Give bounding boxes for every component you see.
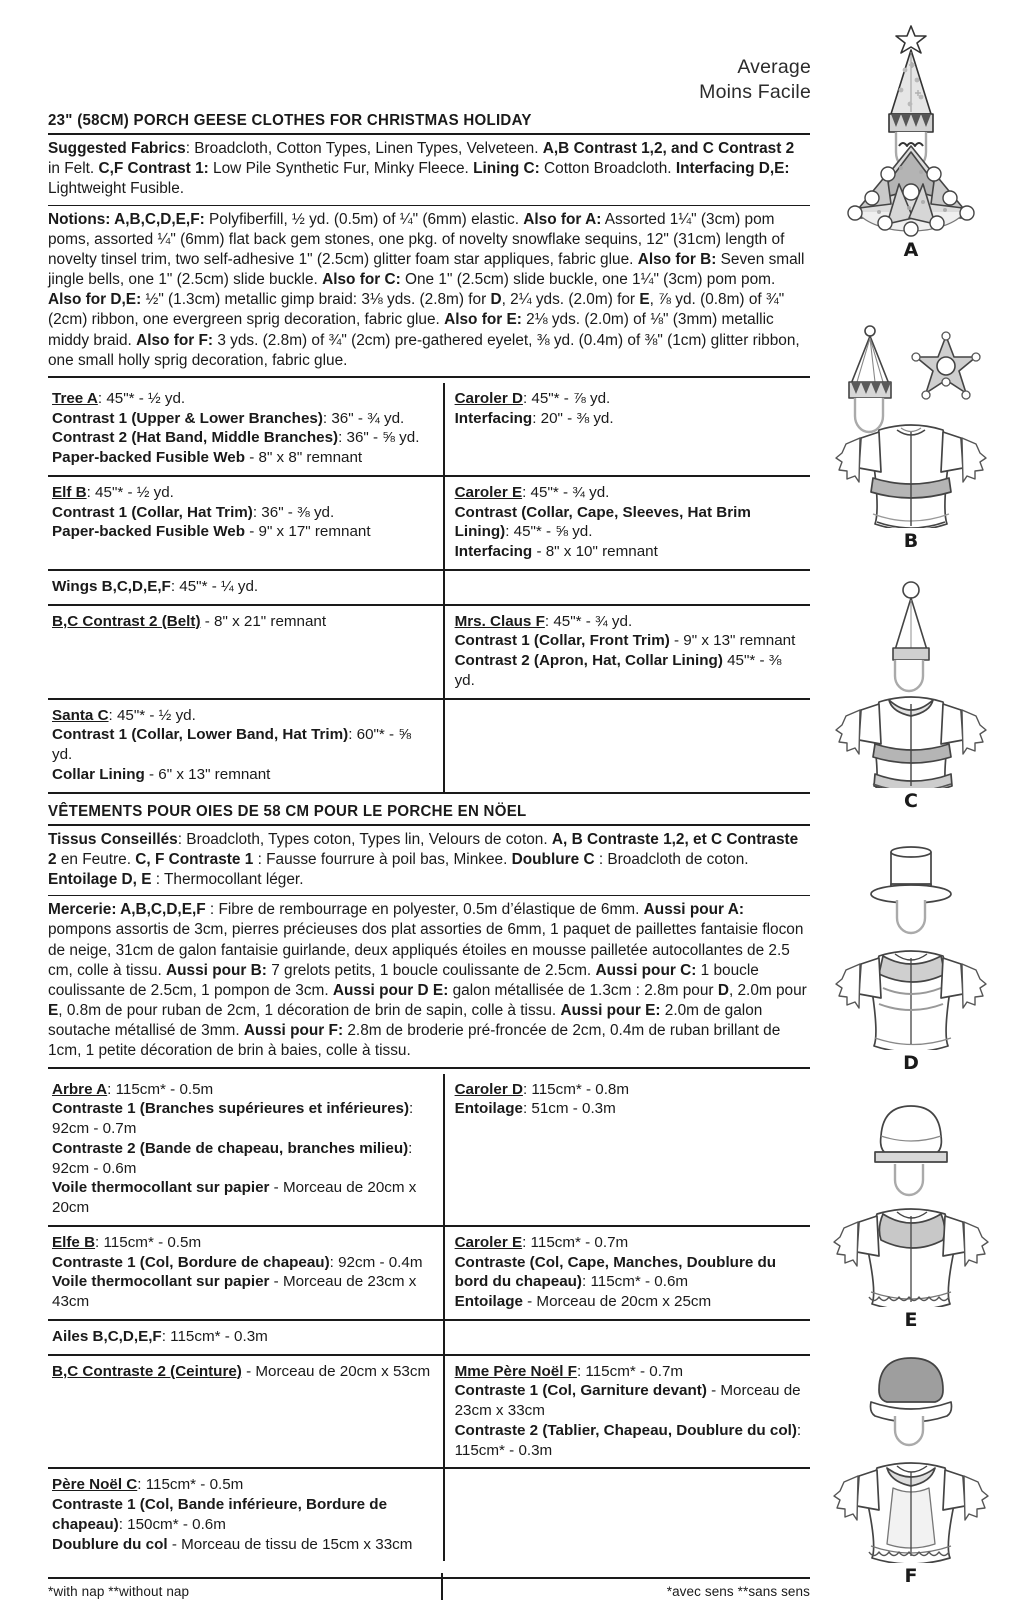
footnote-divider [441,1573,443,1600]
view-b-elf [813,318,1009,552]
view-label-d: D [903,1052,919,1074]
yardage-cell-left: Arbre A: 115cm* - 0.5m Contraste 1 (Branches supérieures et inférieures): 92cm - 0.7m Contraste 2 (Bande de chapeau, branches milieu): 92cm - 0.6m Voile thermocollant sur papier - Morceau de 20cm x 20cm [48,1074,444,1226]
view-f-mrs-claus [813,1348,1009,1587]
difficulty-fr: Moins Facile [699,80,811,103]
yardage-cell-right: Caroler D: 115cm* - 0.8m Entoilage: 51cm - 0.3m [454,1080,630,1118]
yardage-cell-left: B,C Contraste 2 (Ceinture) - Morceau de 20cm x 53cm [48,1355,444,1469]
yardage-cell-left: Tree A: 45"* - ½ yd. Contrast 1 (Upper & Lower Branches): 36" - ¾ yd. Contrast 2 (Hat Band, Middle Branches): 36" - ⅝ yd. Paper-backed Fusible Web - 8" x 8" remnant [48,383,444,476]
table-row [48,1468,810,1561]
footnote-area [48,1577,810,1599]
table-row [48,1355,810,1469]
table-row [48,1226,810,1320]
content-column [48,24,810,1599]
yardage-cell-right: Mrs. Claus F: 45"* - ¾ yd. Contrast 1 (Collar, Front Trim) - 9" x 13" remnant Contrast 2 (Apron, Hat, Collar Lining) 45"* - ⅜ yd. [444,605,810,699]
footnote-fr: *avec sens **sans sens [666,1584,810,1600]
table-row [48,570,810,605]
french-yardage-table [48,1074,810,1562]
yardage-cell-right: Mme Père Noël F: 115cm* - 0.7m Contraste 1 (Col, Garniture devant) - Morceau de 23cm x 33cm Contraste 2 (Tablier, Chapeau, Doublure du col): 115cm* - 0.3m [444,1355,810,1469]
yardage-cell-right [444,570,810,605]
yardage-cell-right: Caroler E: 115cm* - 0.7m Contraste (Col, Cape, Manches, Doublure du bord du chapeau): 115cm* - 0.6m Entoilage - Morceau de 20cm x 25cm [444,1226,810,1320]
yardage-cell-left: Elfe B: 115cm* - 0.5m Contraste 1 (Col, Bordure de chapeau): 92cm - 0.4m Voile thermocollant sur papier - Morceau de 23cm x 43cm [48,1226,444,1320]
english-title: 23" (58CM) PORCH GEESE CLOTHES FOR CHRISTMAS HOLIDAY [48,112,532,129]
french-title-rule [48,824,810,826]
table-row [48,476,810,570]
french-notions: Mercerie: A,B,C,D,E,F : Fibre de rembourrage en polyester, 0.5m d’élastique de 6mm. Aussi pour A: pompons assortis de 3cm, pierres précieuses dos plat assorties de 6mm, 1 paquet de paillettes fantaisie flocon de neige, 31cm de galon fantaisie guirlande, deux appliqués étoiles en mousse pailletée autocollantes de 2.5 cm, colle à tissu. Aussi pour B: 7 grelots petits, 1 boucle coulissante de 2.5cm. Aussi pour C: 1 boucle coulissante de 2.5cm, 1 pompon de 3cm. Aussi pour D E: galon métallisée de 1.3cm : 2.8m pour D, 2.0m pour E, 0.8m de pour ruban de 2cm, 1 décoration de brin de sapin, colle à tissu. Aussi pour E: 2.0m de galon soutache métallisé de 3mm. Aussi pour F: 2.8m de broderie pré-froncée de 2cm, 0.4m de ruban brillant de 1cm, 1 petite décoration de brin à baies, colle à tissu. [48,901,807,1060]
english-suggested-fabrics: Suggested Fabrics: Broadcloth, Cotton Types, Linen Types, Velveteen. A,B Contrast 1,2, and C Contrast 2 in Felt. C,F Contrast 1: Low Pile Synthetic Fur, Minky Fleece. Lining C: Cotton Broadcloth. Interfacing D,E: Lightweight Fusible. [48,140,795,198]
view-a-tree [813,22,1009,261]
title-rule [48,133,810,135]
view-e-caroler [813,1092,1009,1331]
difficulty-en: Average [737,56,811,78]
french-fabrics-rule [48,895,810,896]
tree-outfit-icon [813,22,1009,237]
yardage-cell-left: Père Noël C: 115cm* - 0.5m Contraste 1 (Col, Bande inférieure, Bordure de chapeau): 150cm* - 0.6m Doublure du col - Morceau de tissu de 15cm x 33cm [48,1468,444,1561]
french-suggested-fabrics: Tissus Conseillés: Broadcloth, Types coton, Types lin, Velours de coton. A, B Contraste 1,2, et C Contraste 2 en Feutre. C, F Contraste 1 : Fausse fourrure à poil bas, Minkee. Doublure C : Broadcloth de coton. Entoilage D, E : Thermocollant léger. [48,830,799,888]
footnote-en: *with nap **without nap [48,1584,190,1600]
yardage-cell-left: Wings B,C,D,E,F: 45"* - ¼ yd. [48,570,444,605]
mrs-claus-outfit-icon [813,1348,1009,1563]
yardage-cell-left: Santa C: 45"* - ½ yd. Contrast 1 (Collar, Lower Band, Hat Trim): 60"* - ⅝ yd. Collar Lining - 6" x 13" remnant [48,699,444,792]
view-label-b: B [903,530,919,552]
table-row [48,605,810,699]
yardage-cell-right [444,1320,810,1355]
caroler-e-outfit-icon [813,1092,1009,1307]
caroler-d-outfit-icon [813,838,1009,1050]
yardage-cell-right: Caroler D: 45"* - ⅞ yd. Interfacing: 20" - ⅜ yd. [454,389,614,427]
yardage-cell-left: Elf B: 45"* - ½ yd. Contrast 1 (Collar, Hat Trim): 36" - ⅜ yd. Paper-backed Fusible Web - 9" x 17" remnant [48,476,444,570]
english-notions: Notions: A,B,C,D,E,F: Polyfiberfill, ½ yd. (0.5m) of ¼" (6mm) elastic. Also for A: Assorted 1¼" (3cm) pom poms, assorted ¼" (6mm) flat back gem stones, one pkg. of novelty snowflake sequins, 12" (31cm) length of novelty tinsel trim, two self-adhesive 1" (2.5cm) glitter foam star appliques, fabric glue. Also for B: Seven small jingle bells, one 1" (2.5cm) slide buckle. Also for C: One 1" (2.5cm) slide buckle, one 1¼" (3cm) pom pom. Also for D,E: ½" (1.3cm) metallic gimp braid: 3⅛ yds. (2.8m) for D, 2¼ yds. (2.0m) for E, ⅞ yd. (0.8m) of ¾" (2cm) ribbon, one evergreen sprig decoration, fabric glue. Also for E: 2⅛ yds. (2.0m) of ⅛" (3mm) metallic middy braid. Also for F: 3 yds. (2.8m) of ¾" (2cm) pre-gathered eyelet, ⅜ yd. (0.4m) of ⅜" (1cm) glitter ribbon, one small holly sprig decoration, fabric glue. [48,210,805,369]
fabrics-rule [48,205,810,206]
view-label-a: A [903,239,919,261]
yardage-cell-right: Caroler E: 45"* - ¾ yd. Contrast (Collar, Cape, Sleeves, Hat Brim Lining): 45"* - ⅝ yd. Interfacing - 8" x 10" remnant [444,476,810,570]
english-yardage-table [48,383,810,792]
view-c-santa [813,578,1009,812]
view-illustrations [813,0,1009,1600]
yardage-cell-left: Ailes B,C,D,E,F: 115cm* - 0.3m [48,1320,444,1355]
yardage-cell-left: B,C Contrast 2 (Belt) - 8" x 21" remnant [48,605,444,699]
table-row [48,1320,810,1355]
santa-outfit-icon [813,578,1009,788]
view-label-e: E [904,1309,918,1331]
view-label-c: C [904,790,918,812]
view-d-caroler [813,838,1009,1074]
view-label-f: F [904,1565,918,1587]
table-row [48,699,810,792]
yardage-cell-right [444,699,810,792]
table-row [48,383,810,476]
elf-outfit-icon [813,318,1009,528]
table-row [48,1074,810,1226]
yardage-cell-right [444,1468,810,1561]
french-title: VÊTEMENTS POUR OIES DE 58 CM POUR LE PORCHE EN NÖEL [48,802,527,820]
